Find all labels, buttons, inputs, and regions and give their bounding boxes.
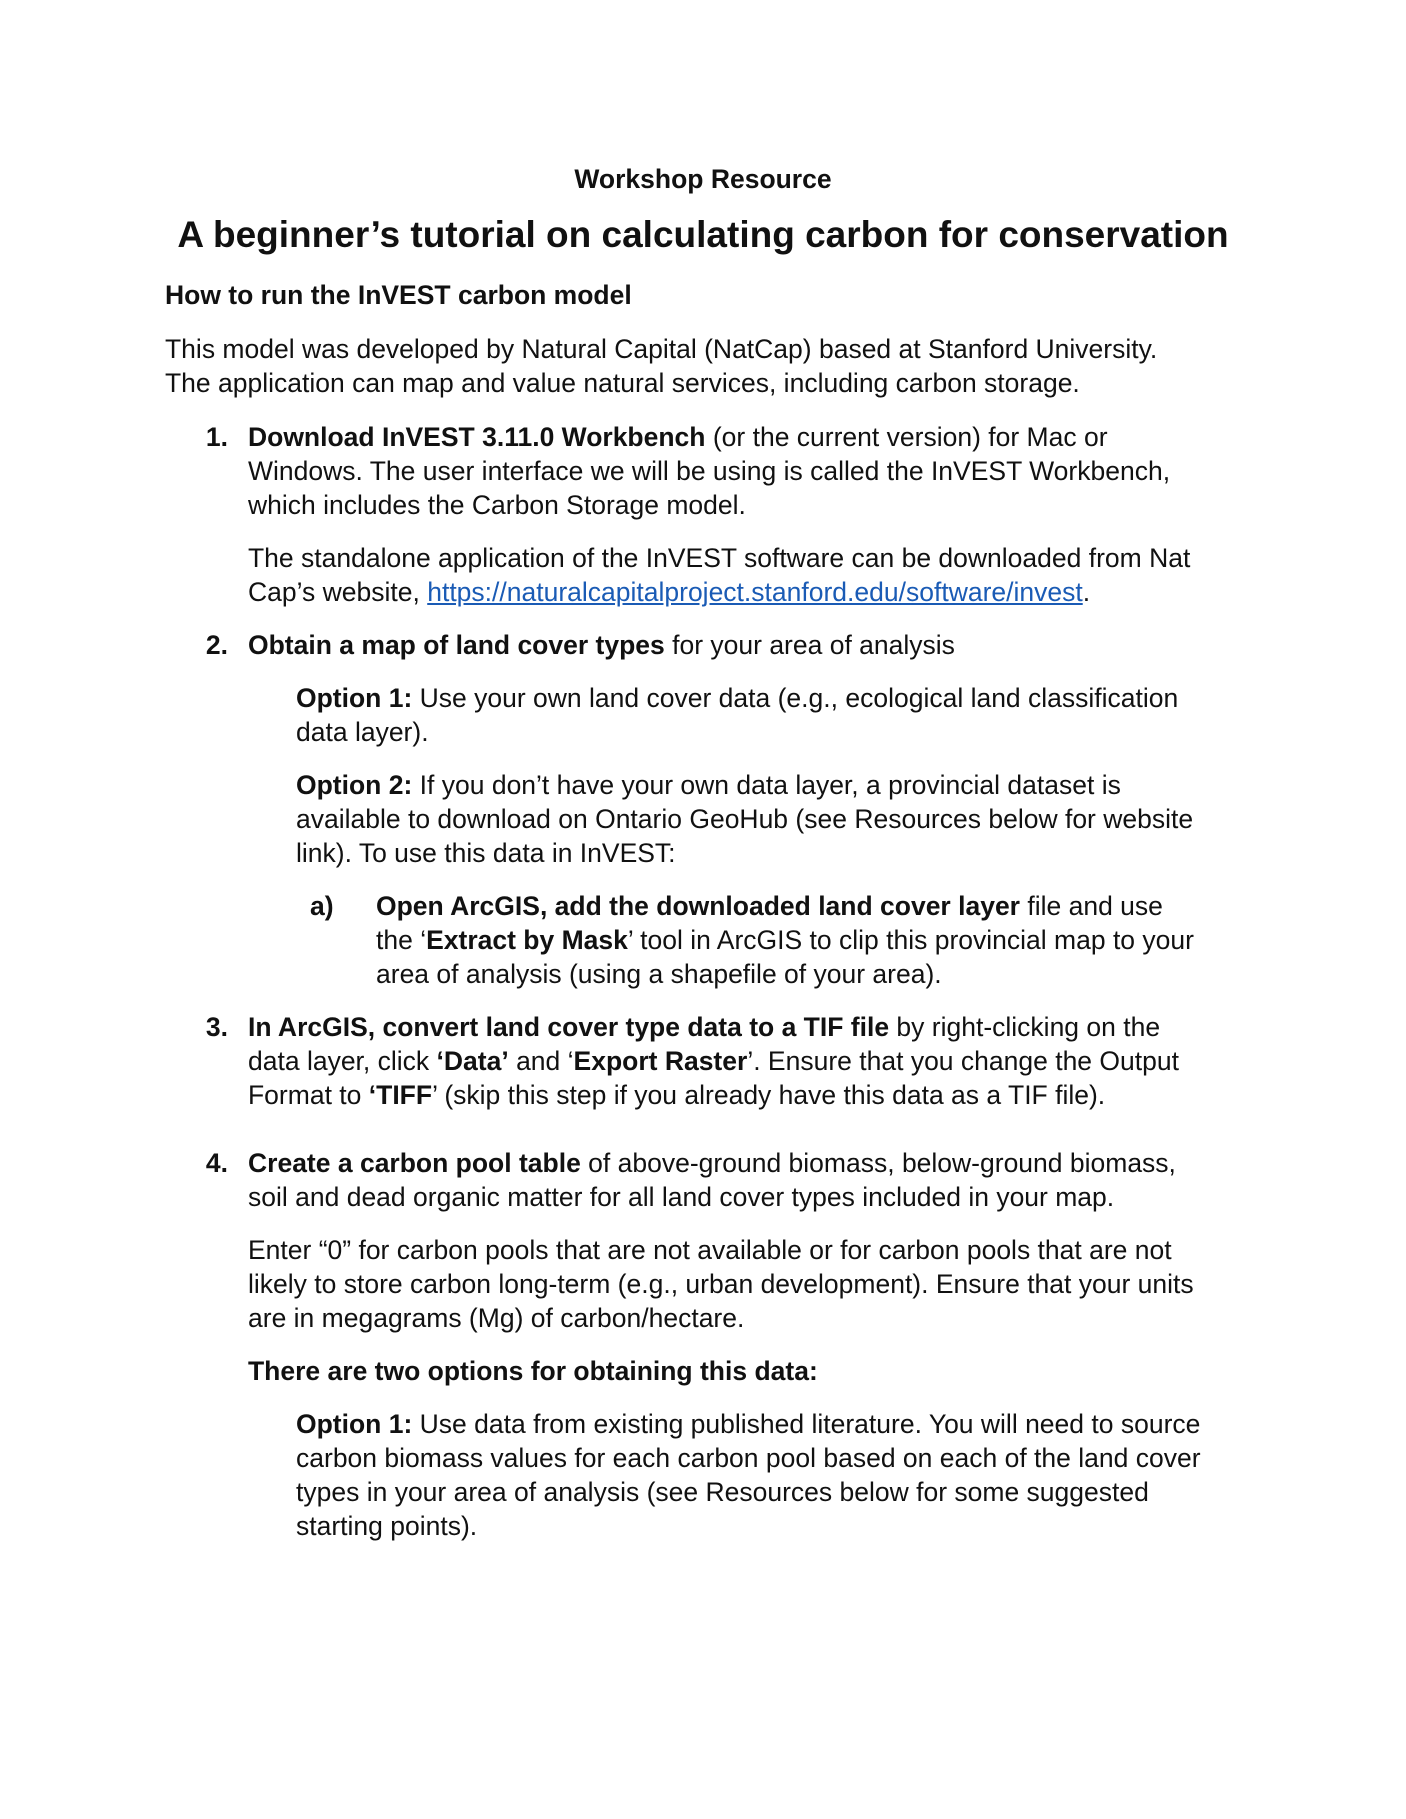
step-2-title: Obtain a map of land cover types [248,630,665,660]
step-4-para-2-line-3: are in megagrams (Mg) of carbon/hectare. [248,1303,745,1333]
step-2-sub-a-line-2 [376,925,1194,956]
step-4-para-2-line-1: Enter “0” for carbon pools that are not available or for carbon pools that are not [248,1235,1172,1265]
intro-line-2: The application can map and value natural services, including carbon storage. [165,368,1080,398]
step-2-option-2-line-2: available to download on Ontario GeoHub (see Resources below for website [296,804,1194,834]
step-2-option-2-line-3: link). To use this data in InVEST: [296,838,676,868]
step-2-option-2-label: Option 2: [296,770,413,800]
step-1-line-2: Windows. The user interface we will be using is called the InVEST Workbench, [248,456,1171,486]
step-4-option-1-line-1 [296,1409,1200,1440]
step-1-line-3: which includes the Carbon Storage model. [248,490,746,520]
step-1-para-2-line-1: The standalone application of the InVEST software can be downloaded from Nat [248,543,1191,573]
step-4-option-1-text: Use data from existing published literature. You will need to source [412,1409,1201,1439]
step-3-title: In ArcGIS, convert land cover type data to a TIF file [248,1012,890,1042]
step-3-line-2-mid: and ‘ [508,1046,574,1076]
step-1-para-2-line-2 [248,577,1090,608]
step-1-para-2-pre: Cap’s website, [248,577,428,607]
step-2-number: 2. [205,630,228,660]
step-2-option-2-text: If you don’t have your own data layer, a provincial dataset is [412,770,1121,800]
step-3-tiff-term: ‘TIFF [368,1080,433,1110]
step-4-line-2: soil and dead organic matter for all land cover types included in your map. [248,1182,1115,1212]
step-2-option-1-text: Use your own land cover data (e.g., ecological land classification [412,683,1179,713]
step-2-option-2-line-1 [296,770,1121,801]
step-4-option-1-line-2: carbon biomass values for each carbon pool based on each of the land cover [296,1443,1201,1473]
step-2-sub-a-line-3: area of analysis (using a shapefile of your area). [376,959,942,989]
document-title: A beginner’s tutorial on calculating carbon for conservation [177,214,1229,255]
section-heading: How to run the InVEST carbon model [165,280,632,310]
step-2-sub-a-tool-name: Extract by Mask [426,925,628,955]
step-3-line-1 [248,1012,1160,1043]
step-1-number: 1. [205,422,228,452]
step-2-option-1-label: Option 1: [296,683,413,713]
step-4-option-1-line-4: starting points). [296,1511,478,1541]
step-3-line-2 [248,1046,1179,1077]
step-2-line-1 [248,630,955,661]
step-4-para-2-line-2: likely to store carbon long-term (e.g., urban development). Ensure that your units [248,1269,1194,1299]
step-4-line-1-rest: of above-ground biomass, below-ground biomass, [580,1148,1176,1178]
step-1-para-2-post: . [1082,577,1091,607]
step-1-line-1-rest: (or the current version) for Mac or [705,422,1108,452]
step-4-option-1-line-3: types in your area of analysis (see Resources below for some suggested [296,1477,1149,1507]
step-2-option-1-line-1 [296,683,1178,714]
step-4-option-1-label: Option 1: [296,1409,413,1439]
step-3-line-3-post: ’ (skip this step if you already have this data as a TIF file). [432,1080,1106,1110]
step-3-export-term: Export Raster [573,1046,748,1076]
step-4-line-1 [248,1148,1176,1179]
step-3-line-2-pre: data layer, click [248,1046,437,1076]
document-kicker: Workshop Resource [574,164,832,194]
step-3-number: 3. [205,1012,228,1042]
step-3-data-term: ‘Data’ [436,1046,509,1076]
step-3-line-3-pre: Format to [248,1080,369,1110]
step-2-sub-a-line-1 [376,891,1163,922]
step-2-line-1-rest: for your area of analysis [664,630,955,660]
intro-line-1: This model was developed by Natural Capital (NatCap) based at Stanford University. [165,334,1158,364]
step-3-line-2-post: ’. Ensure that you change the Output [747,1046,1179,1076]
step-2-sub-a-line-2-post: ’ tool in ArcGIS to clip this provincial map to your [627,925,1194,955]
invest-download-link[interactable]: https://naturalcapitalproject.stanford.edu/software/invest [427,577,1083,607]
step-3-line-1-rest: by right-clicking on the [889,1012,1161,1042]
step-4-title: Create a carbon pool table [248,1148,581,1178]
step-2-sub-a-line-2-pre: the ‘ [376,925,427,955]
step-4-number: 4. [205,1148,228,1178]
step-3-line-3 [248,1080,1105,1111]
step-4-options-heading: There are two options for obtaining this data: [248,1356,818,1386]
step-2-option-1-line-2: data layer). [296,717,429,747]
step-2-sub-a-line-1-rest: file and use [1020,891,1163,921]
step-2-sub-a-label: a) [310,891,334,921]
step-2-sub-a-title: Open ArcGIS, add the downloaded land cover layer [376,891,1020,921]
step-1-line-1 [248,422,1108,453]
step-1-title: Download InVEST 3.11.0 Workbench [248,422,706,452]
